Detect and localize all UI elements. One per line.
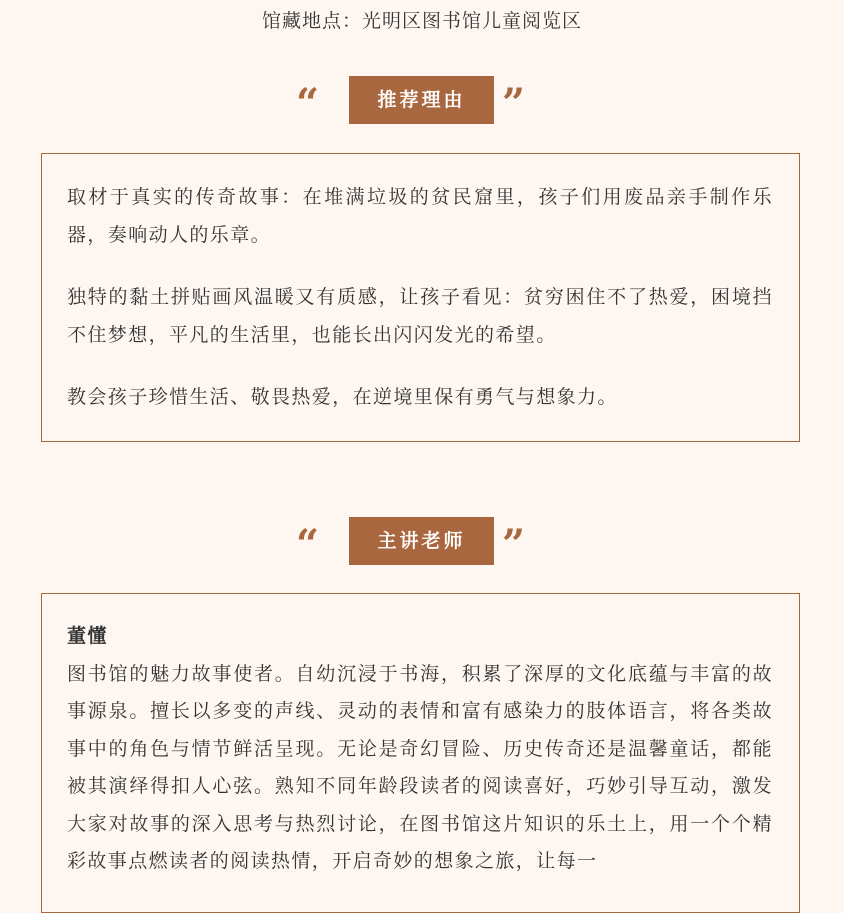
- reason-paragraph: 独特的黏土拼贴画风温暖又有质感，让孩子看见：贫穷困住不了热爱，困境挡不住梦想，平凡的生活里，也能长出闪闪发光的希望。: [67, 286, 773, 346]
- reasons-box: [41, 153, 800, 442]
- teacher-name: 董懂: [67, 625, 108, 647]
- close-quote-icon: ”: [502, 521, 526, 568]
- open-quote-icon: “: [296, 80, 320, 127]
- teacher-bio: 图书馆的魅力故事使者。自幼沉浸于书海，积累了深厚的文化底蕴与丰富的故事源泉。擅长以多变的声线、灵动的表情和富有感染力的肢体语言，将各类故事中的角色与情节鲜活呈现。无论是奇幻冒险、历史传奇还是温馨童话，都能被其演绎得扣人心弦。熟知不同年龄段读者的阅读喜好，巧妙引导互动，激发大家对故事的深入思考与热烈讨论，在图书馆这片知识的乐土上，用一个个精彩故事点燃读者的阅读热情，开启奇妙的想象之旅，让每一: [67, 662, 773, 872]
- section-title-reasons: 推荐理由: [349, 76, 494, 124]
- location-text: 馆藏地点：光明区图书馆儿童阅览区: [261, 10, 582, 32]
- section-title-teacher: 主讲老师: [349, 517, 494, 565]
- section-header-reasons: [0, 76, 844, 127]
- open-quote-icon: “: [296, 521, 320, 568]
- reason-paragraph: 教会孩子珍惜生活、敬畏热爱，在逆境里保有勇气与想象力。: [67, 386, 618, 408]
- reason-paragraph: 取材于真实的传奇故事：在堆满垃圾的贫民窟里，孩子们用废品亲手制作乐器，奏响动人的乐章。: [67, 186, 773, 246]
- close-quote-icon: ”: [502, 80, 526, 127]
- teacher-box: [41, 593, 800, 913]
- section-header-teacher: [0, 517, 844, 568]
